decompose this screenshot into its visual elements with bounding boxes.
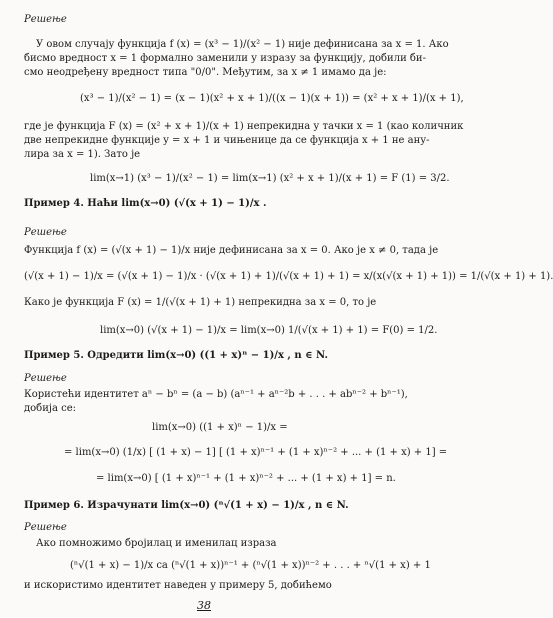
text-line: добија се:	[24, 403, 76, 414]
text-line: Решење	[24, 522, 67, 533]
text-line: Решење	[24, 227, 67, 238]
text-line: и искористимо идентитет наведен у примеру 5, добићемо	[24, 580, 332, 591]
text-line: lim(x→0) ((1 + x)ⁿ − 1)/x =	[152, 422, 288, 433]
text-line: Решење	[24, 373, 67, 384]
text-line: Ако помножимо бројилац и именилац израза	[36, 538, 277, 549]
text-line: Користећи идентитет aⁿ − bⁿ = (a − b) (aⁿ⁻¹ + aⁿ⁻²b + . . . + abⁿ⁻² + bⁿ⁻¹),	[24, 389, 408, 400]
text-line: смо неодређену вредност типа "0/0". Међутим, за x ≠ 1 имамо да је:	[24, 67, 387, 78]
text-line: lim(x→0) (√(x + 1) − 1)/x = lim(x→0) 1/(√(x + 1) + 1) = F(0) = 1/2.	[100, 325, 438, 336]
text-line: (√(x + 1) − 1)/x = (√(x + 1) − 1)/x · (√(x + 1) + 1)/(√(x + 1) + 1) = x/(x(√(x + 1) + 1)) = 1/(√(x + 1) + 1).	[24, 271, 553, 282]
text-line: Пример 5. Одредити lim(x→0) ((1 + x)ⁿ − 1)/x , n ∈ N.	[24, 350, 328, 361]
text-line: Пример 4. Наћи lim(x→0) (√(x + 1) − 1)/x .	[24, 198, 267, 209]
text-line: lim(x→1) (x³ − 1)/(x² − 1) = lim(x→1) (x² + x + 1)/(x + 1) = F (1) = 3/2.	[90, 173, 450, 184]
text-line: бисмо вредност x = 1 формално заменили у изразу за функцију, добили би-	[24, 53, 426, 64]
text-line: лира за x = 1). Зато је	[24, 149, 141, 160]
text-line: Пример 6. Израчунати lim(x→0) (ⁿ√(1 + x) − 1)/x , n ∈ N.	[24, 500, 349, 511]
text-line: Функција f (x) = (√(x + 1) − 1)/x није дефинисана за x = 0. Ако је x ≠ 0, тада је	[24, 245, 439, 256]
text-line: Решење	[24, 14, 67, 25]
text-line: где је функција F (x) = (x² + x + 1)/(x + 1) непрекидна у тачки x = 1 (као количник	[24, 121, 464, 132]
page-number: 38	[197, 599, 211, 612]
text-line: (x³ − 1)/(x² − 1) = (x − 1)(x² + x + 1)/((x − 1)(x + 1)) = (x² + x + 1)/(x + 1),	[80, 93, 464, 104]
text-line: = lim(x→0) (1/x) [ (1 + x) − 1] [ (1 + x)ⁿ⁻¹ + (1 + x)ⁿ⁻² + ... + (1 + x) + 1] =	[64, 447, 448, 458]
text-line: (ⁿ√(1 + x) − 1)/x са (ⁿ√(1 + x))ⁿ⁻¹ + (ⁿ√(1 + x))ⁿ⁻² + . . . + ⁿ√(1 + x) + 1	[70, 560, 431, 571]
text-line: Како је функција F (x) = 1/(√(x + 1) + 1) непрекидна за x = 0, то је	[24, 297, 377, 308]
text-line: У овом случају функција f (x) = (x³ − 1)/(x² − 1) није дефинисана за x = 1. Ако	[36, 39, 449, 50]
text-line: две непрекидне функције y = x + 1 и чињенице да се функција x + 1 не ану-	[24, 135, 430, 146]
text-line: = lim(x→0) [ (1 + x)ⁿ⁻¹ + (1 + x)ⁿ⁻² + ... + (1 + x) + 1] = n.	[96, 473, 396, 484]
